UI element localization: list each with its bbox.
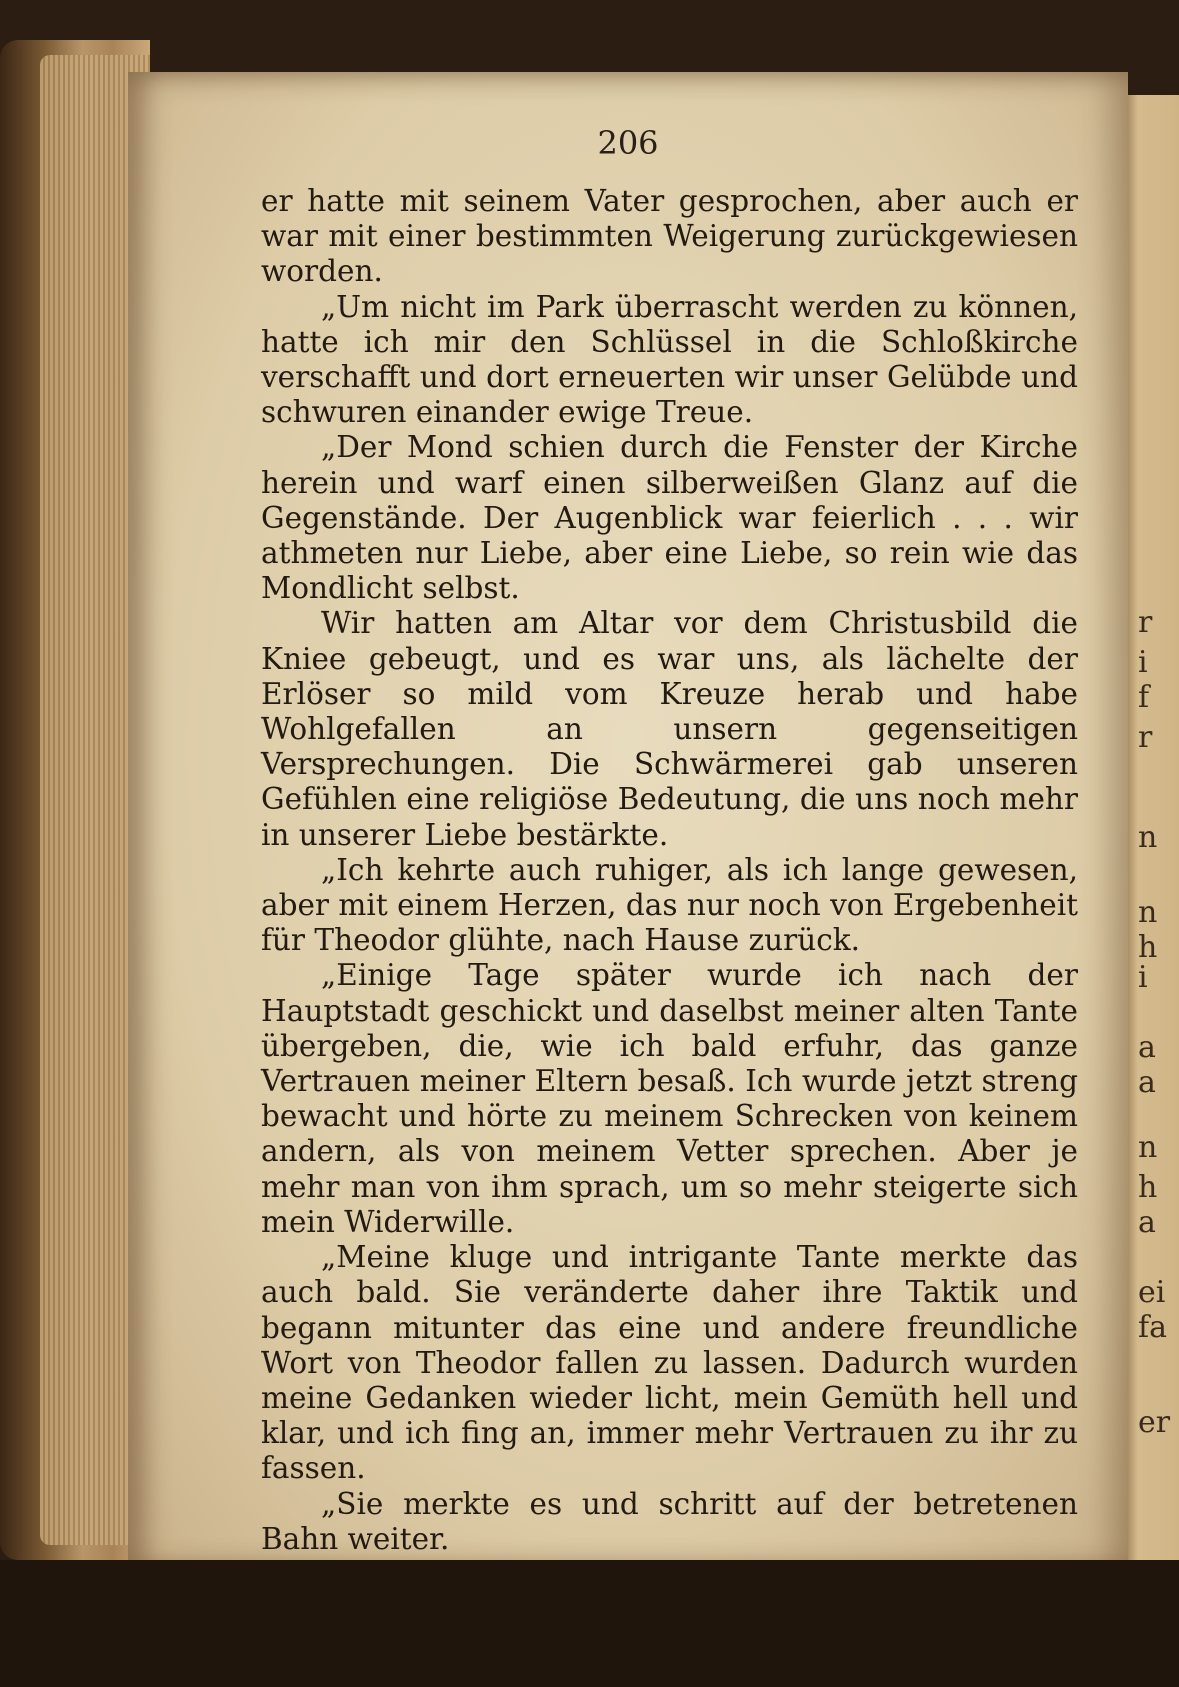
facing-page-fragment: i [1138, 960, 1148, 995]
facing-page-fragment: f [1138, 680, 1150, 715]
facing-page-fragment: n [1138, 820, 1158, 855]
facing-page-fragment: r [1138, 605, 1153, 640]
paragraph: „Sie merkte es und schritt auf der betretenen Bahn weiter. [261, 1486, 1078, 1556]
facing-page-fragment: i [1138, 645, 1148, 680]
facing-page-fragment: n [1138, 1130, 1158, 1165]
paragraph: „Meine kluge und intrigante Tante merkte das auch bald. Sie veränderte daher ihre Taktik und begann mitunter das eine und andere freundliche Wort von Theodor fallen zu lassen. Dadurch wurden meine Gedanken wieder licht, mein Gemüth hell und klar, und ich fing an, immer mehr Vertrauen zu ihr zu fassen. [261, 1240, 1078, 1486]
book-page [128, 72, 1128, 1570]
background-shadow [0, 1560, 1179, 1687]
facing-page-fragment: r [1138, 720, 1153, 755]
paragraph: „Der Mond schien durch die Fenster der Kirche herein und warf einen silberweißen Glanz auf die Gegenstände. Der Augenblick war feierlich . . . wir athmeten nur Liebe, aber eine Liebe, so rein wie das Mondlicht selbst. [261, 430, 1078, 606]
facing-page-fragment: a [1138, 1030, 1156, 1065]
facing-page-fragment: ei [1138, 1275, 1166, 1310]
paragraph: „Einige Tage später wurde ich nach der Hauptstadt geschickt und daselbst meiner alten Tante übergeben, die, wie ich bald erfuhr, das ganze Vertrauen meiner Eltern besaß. Ich wurde jetzt streng bewacht und hörte zu meinem Schrecken von keinem andern, als von meinem Vetter sprechen. Aber je mehr man von ihm sprach, um so mehr steigerte sich mein Widerwille. [261, 958, 1078, 1239]
page-body [261, 184, 1078, 1592]
paragraph: Wir hatten am Altar vor dem Christusbild die Kniee gebeugt, und es war uns, als lächelte der Erlöser so mild vom Kreuze herab und habe Wohlgefallen an unsern gegenseitigen Versprechungen. Die Schwärmerei gab unseren Gefühlen eine religiöse Bedeutung, die uns noch mehr in unserer Liebe bestärkte. [261, 606, 1078, 852]
page-number: 206 [597, 124, 659, 162]
facing-page-fragment: er [1138, 1405, 1171, 1440]
paragraph: er hatte mit seinem Vater gesprochen, aber auch er war mit einer bestimmten Weigerung zurückgewiesen worden. [261, 184, 1078, 289]
facing-page-fragment: fa [1138, 1310, 1167, 1345]
facing-page-fragment: n [1138, 895, 1158, 930]
facing-page-fragment: a [1138, 1205, 1156, 1240]
facing-page-fragment: a [1138, 1065, 1156, 1100]
facing-page-fragment: h [1138, 930, 1158, 965]
paragraph: „Ich kehrte auch ruhiger, als ich lange gewesen, aber mit einem Herzen, das nur noch von Ergebenheit für Theodor glühte, nach Hause zurück. [261, 852, 1078, 958]
facing-page-strip [1120, 95, 1179, 1565]
paragraph: „Um nicht im Park überrascht werden zu können, hatte ich mir den Schlüssel in die Schloßkirche verschafft und dort erneuerten wir unser Gelübde und schwuren einander ewige Treue. [261, 289, 1078, 430]
facing-page-fragment: h [1138, 1170, 1158, 1205]
